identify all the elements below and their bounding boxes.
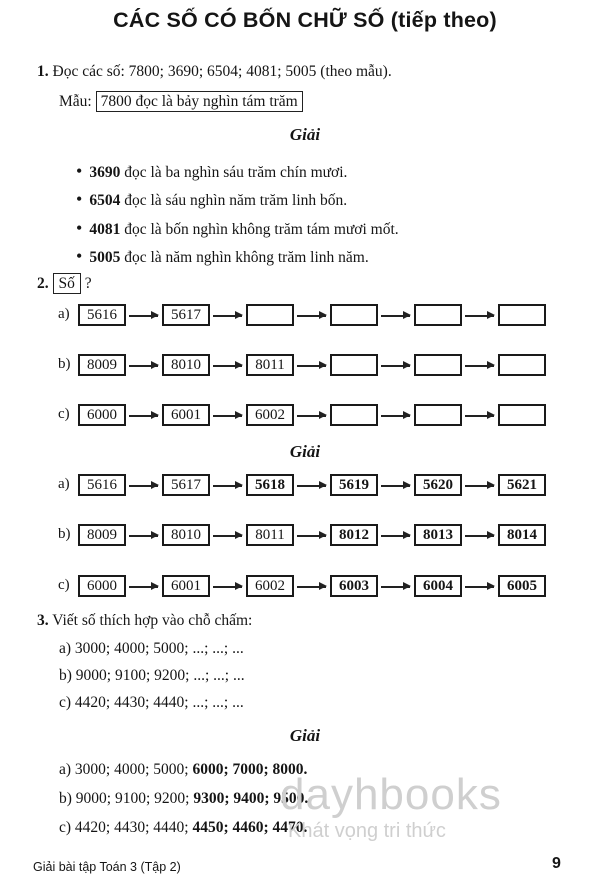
exercise-1-number: 1. (37, 63, 49, 80)
exercise-1-text: Đọc các số: 7800; 3690; 6504; 4081; 5005 (theo mẫu). (52, 63, 392, 80)
number-box: 6003 (330, 575, 378, 597)
empty-number-box (498, 304, 546, 326)
exercise-3-prompt (37, 612, 252, 630)
empty-number-box (414, 404, 462, 426)
arrow-icon (297, 415, 326, 417)
number-box: 5620 (414, 474, 462, 496)
number-box: 8011 (246, 354, 294, 376)
fill-in-item: b) 9000; 9100; 9200; ...; ...; ... (59, 667, 245, 684)
arrow-icon (213, 586, 242, 588)
number-box: 5616 (78, 304, 126, 326)
number-box: 6002 (246, 575, 294, 597)
watermark-slogan: Khát vọng tri thức (288, 820, 446, 842)
arrow-icon (381, 315, 410, 317)
empty-number-box (330, 404, 378, 426)
arrow-icon (381, 365, 410, 367)
arrow-icon (381, 535, 410, 537)
arrow-icon (381, 586, 410, 588)
arrow-icon (465, 365, 494, 367)
exercise-1-solution-title: Giải (289, 125, 321, 144)
page-title: CÁC SỐ CÓ BỐN CHỮ SỐ (tiếp theo) (113, 8, 497, 32)
reading-number: 5005 (89, 249, 121, 266)
number-box: 6004 (414, 575, 462, 597)
arrow-icon (297, 365, 326, 367)
number-box: 5616 (78, 474, 126, 496)
arrow-icon (381, 485, 410, 487)
number-box: 8012 (330, 524, 378, 546)
number-box: 6000 (78, 575, 126, 597)
exercise-1-prompt (37, 63, 392, 81)
exercise-3-solution-title: Giải (289, 726, 321, 745)
question-mark: ? (84, 275, 92, 292)
watermark (280, 770, 502, 843)
reading-number: 6504 (89, 192, 121, 209)
blank-box-label: Số (53, 273, 81, 294)
number-box: 6001 (162, 404, 210, 426)
sequence-label: b) (58, 526, 71, 542)
arrow-icon (129, 365, 158, 367)
number-box: 5619 (330, 474, 378, 496)
arrow-icon (213, 415, 242, 417)
number-box: 8010 (162, 354, 210, 376)
filled-numbers: 6000; 7000; 8000. (192, 761, 308, 778)
empty-number-box (330, 354, 378, 376)
number-box: 5621 (498, 474, 546, 496)
exercise-1-example (59, 91, 303, 112)
bullet-dot: • (76, 218, 83, 238)
arrow-icon (297, 535, 326, 537)
reading-item (76, 246, 369, 267)
bullet-dot: • (76, 246, 83, 266)
arrow-icon (213, 365, 242, 367)
exercise-3-text: Viết số thích hợp vào chỗ chấm: (52, 612, 253, 629)
arrow-icon (129, 315, 158, 317)
reading-text: đọc là sáu nghìn năm trăm linh bốn. (124, 192, 348, 209)
arrow-icon (297, 485, 326, 487)
filled-numbers: 4450; 4460; 4470. (192, 819, 308, 836)
sequence-label: a) (58, 476, 70, 492)
watermark-logo-text: dayhbooks (280, 770, 502, 819)
number-box: 8011 (246, 524, 294, 546)
arrow-icon (297, 586, 326, 588)
empty-number-box (330, 304, 378, 326)
reading-number: 3690 (89, 164, 121, 181)
bullet-dot: • (76, 161, 83, 181)
exercise-2-solution-title: Giải (289, 442, 321, 461)
reading-text: đọc là năm nghìn không trăm linh năm. (124, 249, 369, 266)
number-box: 6001 (162, 575, 210, 597)
footer-page-number: 9 (552, 855, 561, 872)
fill-in-answer (59, 790, 308, 808)
empty-number-box (414, 304, 462, 326)
arrow-icon (129, 415, 158, 417)
fill-in-item: a) 3000; 4000; 5000; ...; ...; ... (59, 640, 244, 657)
arrow-icon (465, 586, 494, 588)
number-box: 5617 (162, 304, 210, 326)
empty-number-box (498, 354, 546, 376)
reading-item (76, 218, 399, 239)
arrow-icon (129, 535, 158, 537)
arrow-icon (465, 315, 494, 317)
given-numbers: b) 9000; 9100; 9200; (59, 790, 194, 807)
bullet-dot: • (76, 189, 83, 209)
example-label: Mẫu: (59, 93, 92, 110)
reading-number: 4081 (89, 221, 121, 238)
empty-number-box (498, 404, 546, 426)
arrow-icon (213, 535, 242, 537)
arrow-icon (213, 485, 242, 487)
exercise-2-number: 2. (37, 275, 49, 292)
number-box: 8009 (78, 354, 126, 376)
number-box: 6002 (246, 404, 294, 426)
filled-numbers: 9300; 9400; 9500. (193, 790, 309, 807)
arrow-icon (465, 485, 494, 487)
number-box: 8010 (162, 524, 210, 546)
sequence-label: b) (58, 356, 71, 372)
sequence-label: c) (58, 406, 70, 422)
given-numbers: a) 3000; 4000; 5000; (59, 761, 193, 778)
number-box: 6000 (78, 404, 126, 426)
reading-item (76, 189, 347, 210)
example-box: 7800 đọc là bảy nghìn tám trăm (96, 91, 303, 112)
empty-number-box (246, 304, 294, 326)
fill-in-answer (59, 819, 307, 837)
sequence-label: c) (58, 577, 70, 593)
arrow-icon (465, 415, 494, 417)
empty-number-box (414, 354, 462, 376)
reading-text: đọc là ba nghìn sáu trăm chín mươi. (124, 164, 348, 181)
reading-text: đọc là bốn nghìn không trăm tám mươi mốt. (124, 221, 399, 238)
arrow-icon (465, 535, 494, 537)
given-numbers: c) 4420; 4430; 4440; (59, 819, 193, 836)
fill-in-answer (59, 761, 307, 779)
arrow-icon (297, 315, 326, 317)
number-box: 5617 (162, 474, 210, 496)
number-box: 5618 (246, 474, 294, 496)
footer-book-title: Giải bài tập Toán 3 (Tập 2) (33, 860, 181, 874)
arrow-icon (213, 315, 242, 317)
arrow-icon (129, 485, 158, 487)
arrow-icon (381, 415, 410, 417)
arrow-icon (129, 586, 158, 588)
exercise-2-prompt (37, 273, 92, 294)
number-box: 8014 (498, 524, 546, 546)
sequence-label: a) (58, 306, 70, 322)
fill-in-item: c) 4420; 4430; 4440; ...; ...; ... (59, 694, 244, 711)
exercise-3-number: 3. (37, 612, 49, 629)
reading-item (76, 161, 347, 182)
number-box: 6005 (498, 575, 546, 597)
number-box: 8009 (78, 524, 126, 546)
number-box: 8013 (414, 524, 462, 546)
